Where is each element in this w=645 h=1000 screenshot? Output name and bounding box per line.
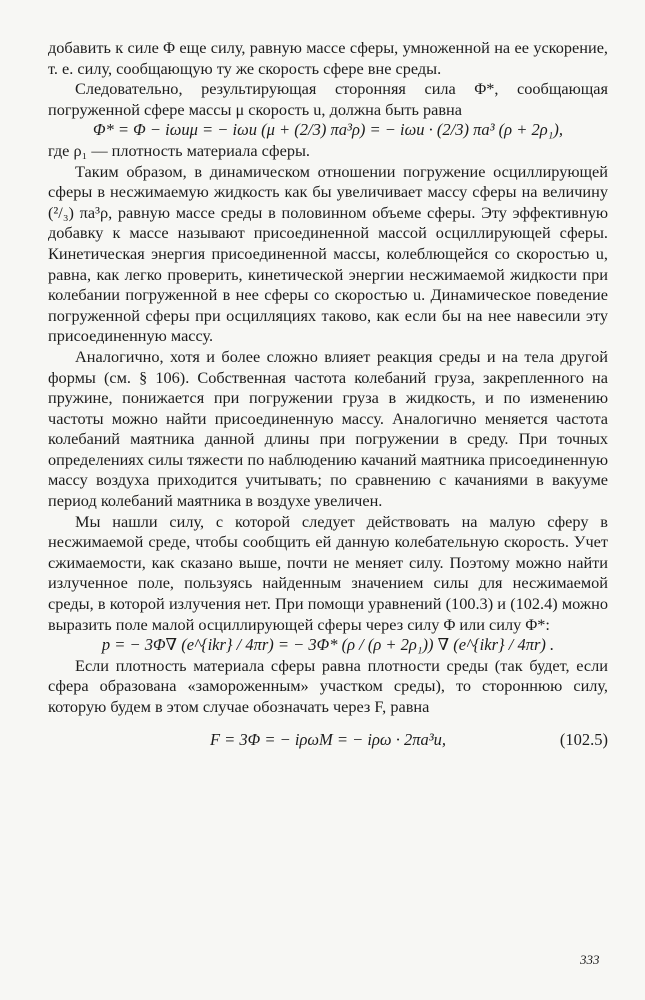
paragraph-6: Мы нашли силу, с которой следует действовать на малую сферу в несжимаемой среде, чтобы сообщить ей данную колебательную скорость. Учет сжимаемости, как сказано выше, почти не меняет силу. Поэтому можно найти излученное поле, пользуясь найденным значением силы для несжимаемой среды, в которой излучения нет. При помощи уравнений (100.3) и (102.4) можно выразить поле малой осциллирующей сферы через силу Φ или силу Φ*: bbox=[48, 511, 608, 634]
paragraph-3: где ρ₁ — плотность материала сферы. bbox=[48, 140, 310, 160]
equation-pressure-field: p = − 3Φ∇ (e^{ikr} / 4πr) = − 3Φ* (ρ / (ρ + 2ρ₁)) ∇ (e^{ikr} / 4πr) . bbox=[101, 635, 555, 655]
paragraph-2: Следовательно, результирующая сторонняя сила Φ*, сообщающая погруженной сфере массы μ скорость u, должна быть равна bbox=[48, 79, 608, 119]
paragraph-1: добавить к силе Φ еще силу, равную массе сферы, умноженной на ее ускорение, т. е. силу, сообщающую ту же скорость сфере вне среды. bbox=[48, 38, 608, 78]
paragraph-7: Если плотность материала сферы равна плотности среды (так будет, если сфера образована «замороженным» участком среды), то стороннюю силу, которую будем в этом случае обозначать через F, равна bbox=[48, 655, 608, 716]
page-number: 333 bbox=[580, 952, 600, 967]
equation-F-body: F = 3Φ = − iρωM = − iρω · 2πa³u, bbox=[209, 729, 447, 749]
page-body bbox=[48, 38, 608, 750]
equation-number: (102.5) bbox=[559, 729, 608, 749]
paragraph-5: Аналогично, хотя и более сложно влияет реакция среды и на тела другой формы (см. § 106). Собственная частота колебаний груза, закрепленного на пружине, понижается при погружении груза в жидкость, и по изменению частоты можно найти присоединенную массу. Аналогично меняется частота колебаний маятника данной длины при погружении в среду. При точных определениях силы тяжести по наблюдению качаний маятника присоединенную массу воздуха приходится учитывать; по сравнению с качаниями в вакууме период колебаний маятника в воздухе увеличен. bbox=[48, 346, 608, 511]
equation-phi-star: Φ* = Φ − iωuμ = − iωu (μ + (2/3) πa³ρ) = − iωu · (2/3) πa³ (ρ + 2ρ₁), bbox=[92, 120, 563, 140]
paragraph-4: Таким образом, в динамическом отношении погружение осциллирующей сферы в несжимаемую жидкость как бы увеличивает массу сферы на величину (²/₃) πa³ρ, равную массе среды в половинном объеме сферы. Эту эффективную добавку к массе называют присоединенной массой осциллирующей сферы. Кинетическая энергия присоединенной массы, колеблющейся со скоростью u, равна, как легко проверить, кинетической энергии несжимаемой жидкости при колебании погруженной в нее сферы со скоростью u. Динамическое поведение погруженной сферы при осцилляциях таково, как если бы на нее навесили эту присоединенную массу. bbox=[48, 161, 608, 346]
equation-F bbox=[48, 730, 608, 751]
